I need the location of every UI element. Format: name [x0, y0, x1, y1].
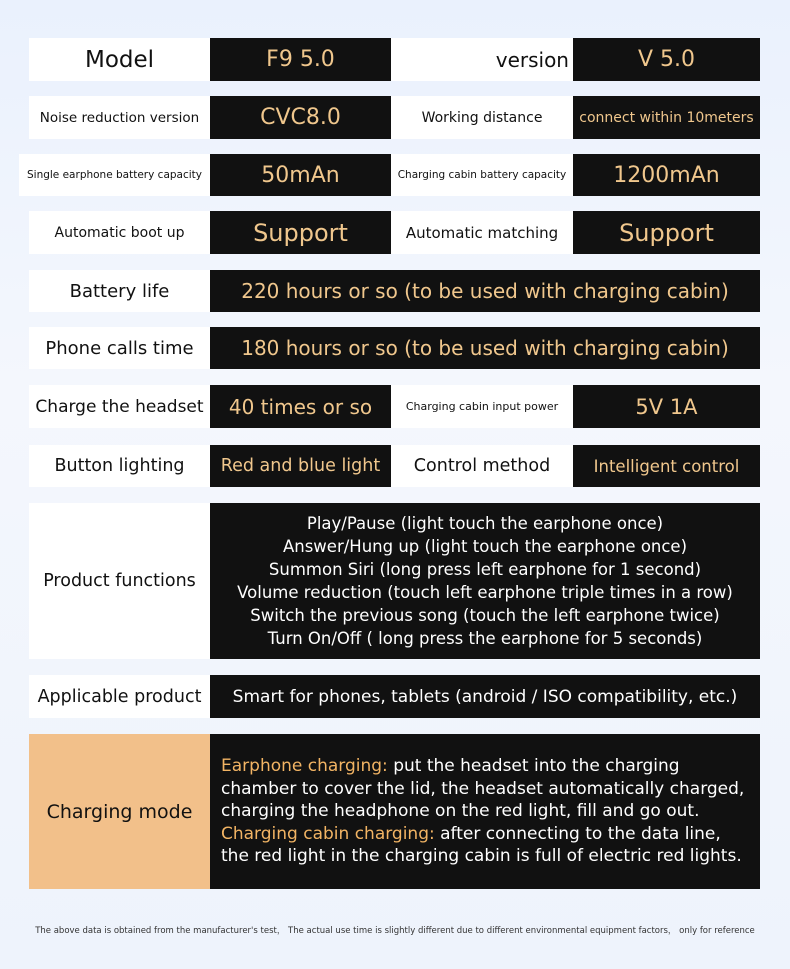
spec-row-applicable	[29, 675, 760, 718]
spec-label: Automatic boot up	[29, 211, 210, 254]
spec-row-lighting	[29, 445, 760, 487]
spec-value: 180 hours or so (to be used with charging cabin)	[210, 327, 760, 369]
spec-row-model	[29, 38, 760, 81]
spec-label: Button lighting	[29, 445, 210, 487]
function-item: Switch the previous song (touch the left earphone twice)	[250, 606, 720, 625]
spec-value: 5V 1A	[573, 385, 760, 428]
spec-label: Noise reduction version	[29, 96, 210, 139]
spec-row-battery-capacity	[26, 154, 760, 196]
spec-value: 220 hours or so (to be used with charging cabin)	[210, 270, 760, 312]
spec-value: connect within 10meters	[573, 96, 760, 139]
spec-value: Red and blue light	[210, 445, 391, 487]
spec-label: Battery life	[29, 270, 210, 312]
cabin-charging-title: Charging cabin charging:	[221, 823, 435, 844]
spec-value: Support	[573, 211, 760, 254]
spec-label: Charging mode	[29, 734, 210, 889]
spec-value: Support	[210, 211, 391, 254]
spec-value: Intelligent control	[573, 445, 760, 487]
spec-label: Charging cabin input power	[391, 385, 573, 428]
spec-label: version	[391, 38, 573, 81]
spec-row-functions	[29, 503, 760, 659]
function-item: Turn On/Off ( long press the earphone for 5 seconds)	[267, 629, 703, 648]
earphone-charging-text: put the headset into the charging chamber to cover the lid, the headset automatically charged, charging the headphone on the red light, fill and go out.	[221, 756, 745, 822]
spec-label: Model	[29, 38, 210, 81]
spec-value: 40 times or so	[210, 385, 391, 428]
spec-value: Smart for phones, tablets (android / ISO compatibility, etc.)	[210, 675, 760, 718]
cabin-charging-text: after connecting to the data line, the red light in the charging cabin is full of electric red lights.	[221, 823, 742, 867]
spec-label: Charging cabin battery capacity	[391, 154, 573, 196]
spec-label: Automatic matching	[391, 211, 573, 254]
spec-row-battery-life	[29, 270, 760, 312]
spec-value: 1200mAn	[573, 154, 760, 196]
spec-label: Applicable product	[29, 675, 210, 718]
function-item: Volume reduction (touch left earphone triple times in a row)	[237, 583, 733, 602]
charging-mode-text	[210, 734, 760, 889]
function-item: Play/Pause (light touch the earphone once)	[306, 514, 664, 533]
footnote: The above data is obtained from the manufacturer's test， The actual use time is slightly different due to different environmental equipment factors， only for reference	[35, 926, 755, 936]
spec-value: F9 5.0	[210, 38, 391, 81]
spec-label: Single earphone battery capacity	[19, 154, 210, 196]
spec-value: CVC8.0	[210, 96, 391, 139]
charging-mode-paragraph	[221, 755, 752, 867]
spec-value: 50mAn	[210, 154, 391, 196]
spec-value: V 5.0	[573, 38, 760, 81]
spec-label: Control method	[391, 445, 573, 487]
functions-list	[210, 503, 760, 659]
function-item: Answer/Hung up (light touch the earphone once)	[282, 537, 688, 556]
spec-label: Phone calls time	[29, 327, 210, 369]
spec-row-noise	[29, 96, 760, 139]
spec-label: Working distance	[391, 96, 573, 139]
spec-row-boot	[29, 211, 760, 254]
function-item: Summon Siri (long press left earphone for 1 second)	[268, 560, 702, 579]
spec-row-charge	[29, 385, 760, 428]
spec-row-charging-mode	[29, 734, 760, 889]
spec-row-calls	[29, 327, 760, 369]
spec-label: Charge the headset	[29, 385, 210, 428]
earphone-charging-title: Earphone charging:	[221, 756, 388, 777]
spec-label: Product functions	[29, 503, 210, 659]
